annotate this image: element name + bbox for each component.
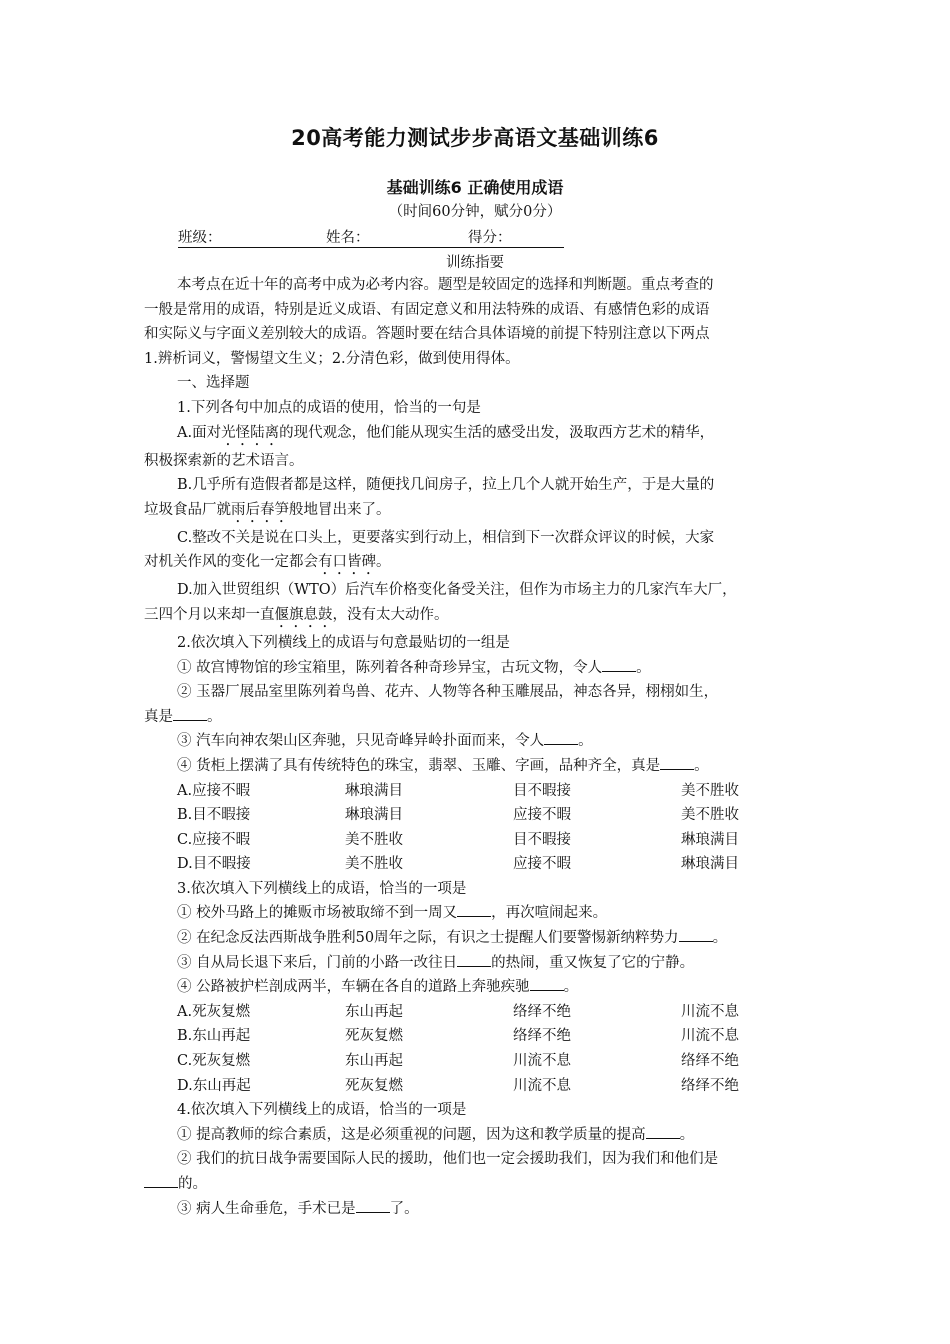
score-label: 得分：: [468, 230, 512, 246]
text: 。: [563, 979, 579, 996]
question-3-stem: 3.依次填入下列横线上的成语，恰当的一项是: [177, 880, 467, 897]
question-1-option-c-cont: [144, 550, 806, 578]
guide-line-4: 1.辨析词义，警惕望文生义；2.分清色彩，做到使用得体。: [144, 350, 520, 367]
option-cell: 络绎不绝: [681, 1053, 739, 1070]
student-info-line: [178, 226, 564, 248]
option-cell: 琳琅满目: [681, 856, 739, 873]
option-cell: 琳琅满目: [681, 831, 739, 848]
name-field: [326, 226, 468, 248]
dotted-idiom: 雨后春笋: [231, 501, 289, 518]
text: 。: [207, 708, 222, 725]
option-cell: B.东山再起: [177, 1028, 251, 1045]
text: ④ 货柜上摆满了具有传统特色的珠宝，翡翠、玉雕、字画，品种齐全，真是: [177, 757, 661, 774]
fill-blank: [660, 755, 694, 770]
option-row: [144, 803, 806, 828]
fill-blank: [530, 976, 564, 991]
question-4-sentence-1: [144, 1123, 806, 1148]
option-cell: 络绎不绝: [681, 1077, 739, 1094]
text: ② 在纪念反法西斯战争胜利50周年之际，有识之士提醒人们要警惕新纳粹势力: [177, 930, 679, 947]
text: ④ 公路被护栏剖成两半，车辆在各自的道路上奔驰疾驰: [177, 979, 530, 996]
option-cell: 络绎不绝: [513, 1003, 571, 1020]
class-field: [178, 226, 326, 248]
document-title: 20高考能力测试步步高语文基础训练6: [291, 126, 659, 150]
option-cell: 目不暇接: [513, 831, 571, 848]
option-cell: 死灰复燃: [345, 1028, 403, 1045]
option-cell: 川流不息: [513, 1077, 571, 1094]
guide-heading: 训练指要: [446, 255, 504, 271]
option-cell: 琳琅满目: [345, 807, 403, 824]
text: 了。: [389, 1200, 419, 1217]
score-field: [468, 226, 564, 248]
question-1-stem: 1.下列各句中加点的成语的使用，恰当的一句是: [177, 399, 481, 416]
text: 。: [636, 659, 651, 676]
option-cell: 美不胜收: [681, 807, 739, 824]
text: 。: [679, 1126, 695, 1143]
question-2-options: [144, 779, 806, 877]
question-1-option-d: D.加入世贸组织（WTO）后汽车价格变化备受关注，但作为市场主力的几家汽车大厂，: [177, 582, 737, 599]
option-cell: 美不胜收: [681, 782, 739, 799]
text: 。: [578, 733, 593, 750]
option-cell: 东山再起: [345, 1003, 403, 1020]
text: ③ 汽车向神农架山区奔驰，只见奇峰异岭扑面而来，令人: [177, 733, 545, 750]
text: 的。: [178, 1176, 207, 1192]
option-row: [144, 1024, 806, 1049]
text: 般地冒出来了。: [289, 501, 391, 518]
text: ① 提高教师的综合素质，这是必须重视的问题，因为这和教学质量的提高: [177, 1126, 646, 1143]
question-3-sentence-3: [144, 951, 806, 976]
text: 的热闹，重又恢复了它的宁静。: [491, 954, 695, 971]
question-1-option-a: [144, 421, 806, 449]
fill-blank: [173, 706, 207, 721]
option-row: [144, 1000, 806, 1025]
option-row: [144, 1049, 806, 1074]
option-cell: 美不胜收: [345, 831, 403, 848]
question-1-option-c: C.整改不关是说在口头上，更要落实到行动上，相信到下一次群众评议的时候，大家: [177, 529, 715, 546]
question-2-stem: 2.依次填入下列横线上的成语与句意最贴切的一组是: [177, 634, 510, 651]
text: A.面对: [177, 424, 222, 441]
option-cell: 络绎不绝: [513, 1028, 571, 1045]
option-cell: 目不暇接: [513, 782, 571, 799]
option-cell: 死灰复燃: [345, 1077, 403, 1094]
fill-blank: [679, 927, 713, 942]
question-2-sentence-3: [144, 729, 806, 754]
question-1-option-b: B.几乎所有造假者都是这样，随便找几间房子，拉上几个人就开始生产，于是大量的: [177, 477, 715, 494]
text: ① 校外马路上的摊贩市场被取缔不到一周又: [177, 905, 458, 922]
section-heading: 一、选择题: [177, 375, 250, 392]
fill-blank: [457, 952, 491, 967]
document-body: [144, 273, 806, 1221]
question-3-sentence-4: [144, 975, 806, 1000]
dotted-idiom: 光怪陆离: [221, 424, 280, 441]
guide-line-3: 和实际义与字面义差别较大的成语。答题时要在结合具体语境的前提下特别注意以下两点: [144, 326, 710, 343]
option-cell: 东山再起: [345, 1053, 403, 1070]
guide-line-1: 本考点在近十年的高考中成为必考内容。题型是较固定的选择和判断题。重点考查的: [177, 277, 714, 293]
document-subtitle: 基础训练6 正确使用成语: [386, 178, 564, 197]
option-cell: 应接不暇: [513, 807, 571, 824]
option-cell: D.东山再起: [177, 1077, 251, 1094]
option-cell: 美不胜收: [345, 856, 403, 873]
question-4-sentence-3: [144, 1197, 806, 1222]
text: 真是: [144, 708, 173, 725]
text: ① 故宫博物馆的珍宝箱里，陈列着各种奇珍异宝，古玩文物，令人: [177, 659, 603, 676]
question-3-sentence-2: [144, 926, 806, 951]
text: ③ 病人生命垂危，手术已是: [177, 1200, 356, 1217]
fill-blank: [544, 730, 578, 745]
option-cell: 琳琅满目: [345, 782, 403, 799]
fill-blank: [144, 1173, 178, 1188]
question-2-sentence-2: ② 玉器厂展品室里陈列着鸟兽、花卉、人物等各种玉雕展品，神态各异，栩栩如生，: [177, 684, 719, 701]
text: ，没有太大动作。: [332, 606, 449, 623]
text: 。: [712, 930, 728, 947]
option-cell: 川流不息: [513, 1053, 571, 1070]
question-4-stem: 4.依次填入下列横线上的成语，恰当的一项是: [177, 1102, 467, 1119]
question-2-sentence-2-cont: [144, 705, 806, 730]
option-row: [144, 828, 806, 853]
text: ③ 自从局长退下来后，门前的小路一改往日: [177, 954, 458, 971]
text: 的现代观念，他们能从现实生活的感受出发，汲取西方艺术的精华，: [279, 424, 715, 441]
question-2-sentence-1: [144, 656, 806, 681]
option-row: [144, 779, 806, 804]
option-cell: A.应接不暇: [177, 782, 251, 799]
guide-line-2: 一般是常用的成语，特别是近义成语、有固定意义和用法特殊的成语、有感情色彩的成语: [144, 301, 710, 318]
dotted-idiom: 有口皆碑: [318, 554, 376, 571]
text: 对机关作风的变化一定都会: [144, 554, 318, 571]
class-label: 班级：: [178, 230, 222, 246]
question-2-sentence-4: [144, 754, 806, 779]
question-1-option-d-cont: [144, 603, 806, 631]
option-cell: 川流不息: [681, 1003, 739, 1020]
option-cell: C.死灰复燃: [177, 1053, 251, 1070]
option-cell: B.目不暇接: [177, 807, 251, 824]
question-4-sentence-2: ② 我们的抗日战争需要国际人民的援助，他们也一定会援助我们，因为我们和他们是: [177, 1151, 719, 1168]
text: 。: [694, 757, 709, 774]
option-cell: D.目不暇接: [177, 856, 251, 873]
question-1-option-b-cont: [144, 498, 806, 526]
text: 垃圾食品厂就: [144, 501, 231, 518]
option-cell: 应接不暇: [513, 856, 571, 873]
option-row: [144, 852, 806, 877]
fill-blank: [457, 902, 491, 917]
question-3-sentence-1: [144, 901, 806, 926]
question-4-sentence-2-cont: [144, 1172, 806, 1197]
name-label: 姓名：: [326, 230, 370, 246]
time-info: （时间60分钟，赋分0分）: [388, 204, 562, 220]
text: 。: [376, 554, 391, 571]
option-cell: 川流不息: [681, 1028, 739, 1045]
fill-blank: [646, 1124, 680, 1139]
question-3-options: [144, 1000, 806, 1098]
dotted-idiom: 偃旗息鼓: [274, 606, 333, 623]
fill-blank: [356, 1198, 390, 1213]
fill-blank: [602, 657, 636, 672]
text: 三四个月以来却一直: [144, 606, 275, 623]
option-cell: A.死灰复燃: [177, 1003, 251, 1020]
question-1-option-a-cont: 积极探索新的艺术语言。: [144, 452, 304, 469]
text: ，再次喧闹起来。: [491, 905, 608, 922]
option-cell: C.应接不暇: [177, 831, 251, 848]
option-row: [144, 1074, 806, 1099]
